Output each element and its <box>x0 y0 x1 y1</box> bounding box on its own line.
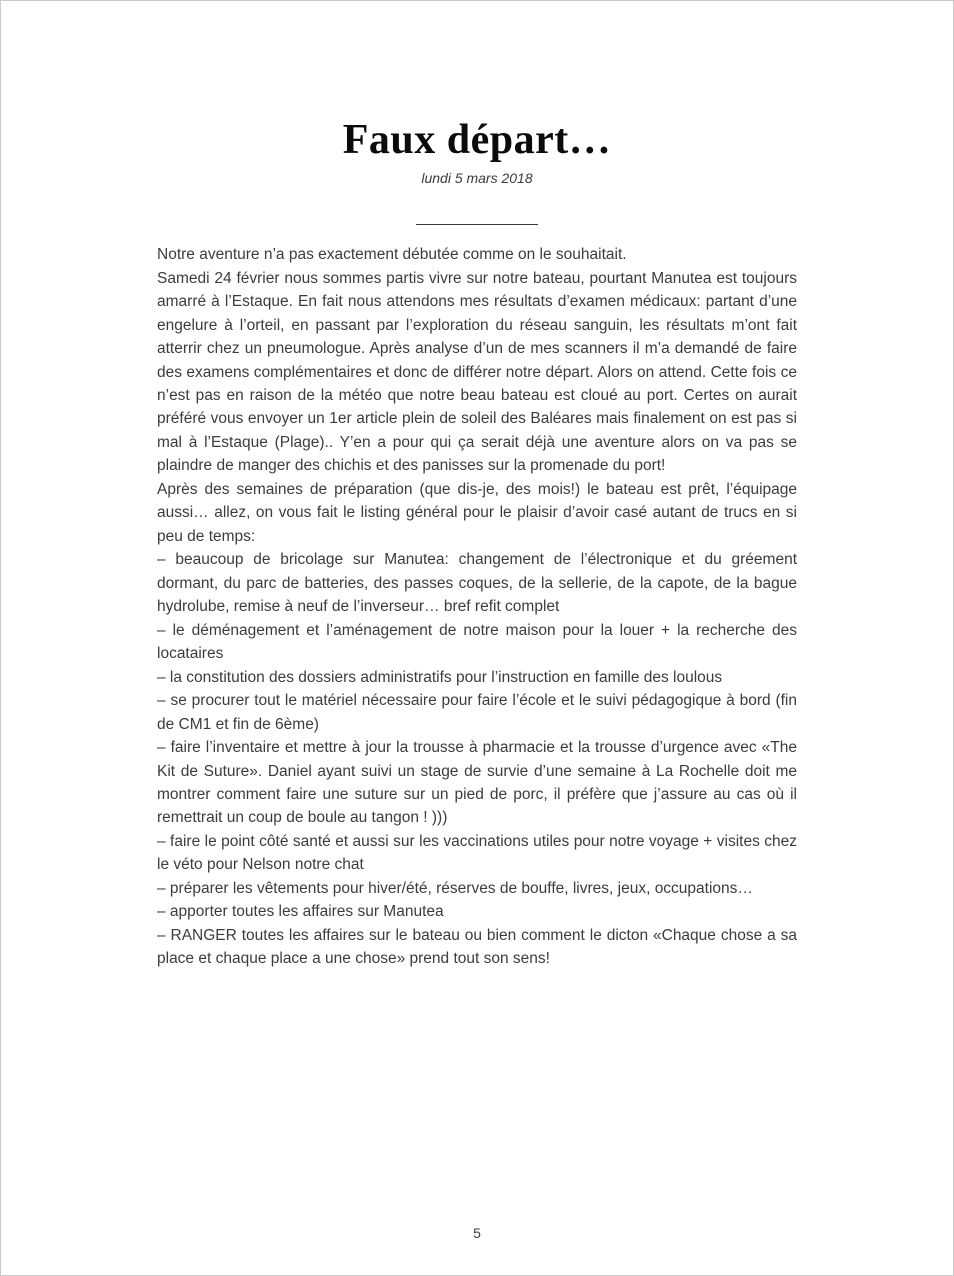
list-item-paragraph: – préparer les vêtements pour hiver/été, réserves de bouffe, livres, jeux, occupations… <box>157 879 753 897</box>
date-line: lundi 5 mars 2018 <box>421 170 533 187</box>
list-item-paragraph: – la constitution des dossiers administratifs pour l’instruction en famille des loulous <box>157 668 723 686</box>
paragraph-intro: Notre aventure n’a pas exactement débutée comme on le souhaitait. <box>157 246 627 264</box>
paragraph: Après des semaines de préparation (que dis-je, des mois!) le bateau est prêt, l’équipage aussi… allez, on vous fait le listing général pour le plaisir d’avoir casé autant de trucs en si peu de temps: <box>157 480 797 545</box>
list-item-paragraph: – apporter toutes les affaires sur Manutea <box>157 903 444 921</box>
list-item-paragraph: – RANGER toutes les affaires sur le bateau ou bien comment le dicton «Chaque chose a sa place et chaque place a une chose» prend tout son sens! <box>157 926 797 968</box>
page-number: 5 <box>473 1225 481 1241</box>
separator-rule <box>416 224 538 225</box>
list-item-paragraph: – beaucoup de bricolage sur Manutea: changement de l’électronique et du gréement dormant, du parc de batteries, des passes coques, de la sellerie, de la capote, de la bague hydrolube, remise à neuf de l’inverseur… bref refit complet <box>157 551 797 616</box>
list-item-paragraph: – le déménagement et l’aménagement de notre maison pour la louer + la recherche des locataires <box>157 621 797 663</box>
document-header <box>1 1 953 225</box>
list-item-paragraph: – faire l’inventaire et mettre à jour la trousse à pharmacie et la trousse d’urgence avec «The Kit de Suture». Daniel ayant suivi un stage de survie d’une semaine à La Rochelle doit me montrer comment faire une suture sur un pied de porc, il préfère que j’assure au cas où il remettrait un coup de boule au tangon ! ))) <box>157 739 797 827</box>
article-body <box>157 241 797 971</box>
list-item-paragraph: – se procurer tout le matériel nécessaire pour faire l’école et le suivi pédagogique à bord (fin de CM1 et fin de 6ème) <box>157 692 797 733</box>
paragraph: Samedi 24 février nous sommes partis vivre sur notre bateau, pourtant Manutea est toujours amarré à l’Estaque. En fait nous attendons mes résultats d’examen médicaux: partant d’une engelure à l’orteil, en passant par l’exploration du réseau sanguin, les résultats m’ont fait atterrir chez un pneumologue. Après analyse d’un de mes scanners il m’a demandé de faire des examens complémentaires et donc de différer notre départ. Alors on attend. Cette fois ce n’est pas en raison de la météo que notre beau bateau est cloué au port. Certes on aurait préféré vous envoyer un 1er article plein de soleil des Baléares mais finalement on est pas si mal à l’Estaque (Plage).. Y’en a pour qui ça serait déjà une aventure alors on va pas se plaindre de manger des chichis et des panisses sur la promenade du port! <box>157 269 797 475</box>
page-title: Faux départ… <box>342 117 612 163</box>
list-item-paragraph: – faire le point côté santé et aussi sur les vaccinations utiles pour notre voyage + visites chez le véto pour Nelson notre chat <box>157 832 797 874</box>
